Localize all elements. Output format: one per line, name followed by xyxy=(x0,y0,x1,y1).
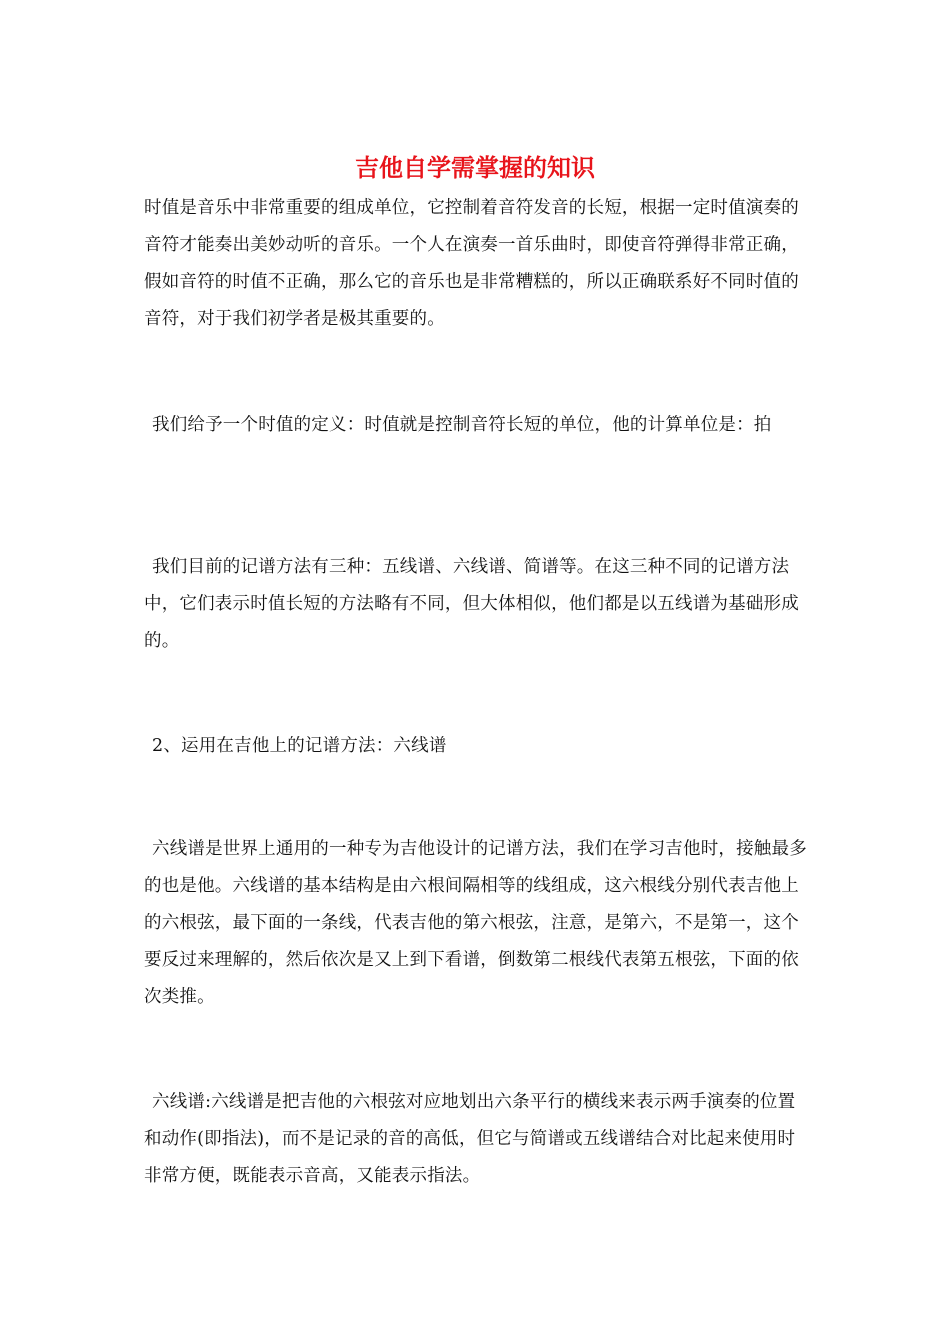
paragraph-notation-methods: 我们目前的记谱方法有三种：五线谱、六线谱、简谱等。在这三种不同的记谱方法中，它们表示时值长短的方法略有不同，但大体相似，他们都是以五线谱为基础形成的。 xyxy=(144,557,799,651)
document-title: 吉他自学需掌握的知识 xyxy=(355,153,595,182)
paragraph-time-value-intro: 时值是音乐中非常重要的组成单位，它控制着音符发音的长短，根据一定时值演奏的音符才能奏出美妙动听的音乐。一个人在演奏一首乐曲时，即使音符弹得非常正确，假如音符的时值不正确，那么它的音乐也是非常糟糕的，所以正确联系好不同时值的音符，对于我们初学者是极其重要的。 xyxy=(144,198,799,329)
paragraph-time-value-definition: 我们给予一个时值的定义：时值就是控制音符长短的单位，他的计算单位是：拍 xyxy=(152,415,772,435)
section-heading-tablature: 2、运用在吉他上的记谱方法：六线谱 xyxy=(152,736,447,756)
paragraph-tablature-structure: 六线谱是世界上通用的一种专为吉他设计的记谱方法，我们在学习吉他时，接触最多的也是他。六线谱的基本结构是由六根间隔相等的线组成，这六根线分别代表吉他上的六根弦，最下面的一条线，代表吉他的第六根弦，注意，是第六，不是第一，这个要反过来理解的，然后依次是又上到下看谱，倒数第二根线代表第五根弦，下面的依次类推。 xyxy=(144,839,807,1007)
paragraph-tablature-usage: 六线谱:六线谱是把吉他的六根弦对应地划出六条平行的横线来表示两手演奏的位置和动作(即指法)，而不是记录的音的高低，但它与简谱或五线谱结合对比起来使用时非常方便，既能表示音高，又能表示指法。 xyxy=(144,1092,796,1186)
